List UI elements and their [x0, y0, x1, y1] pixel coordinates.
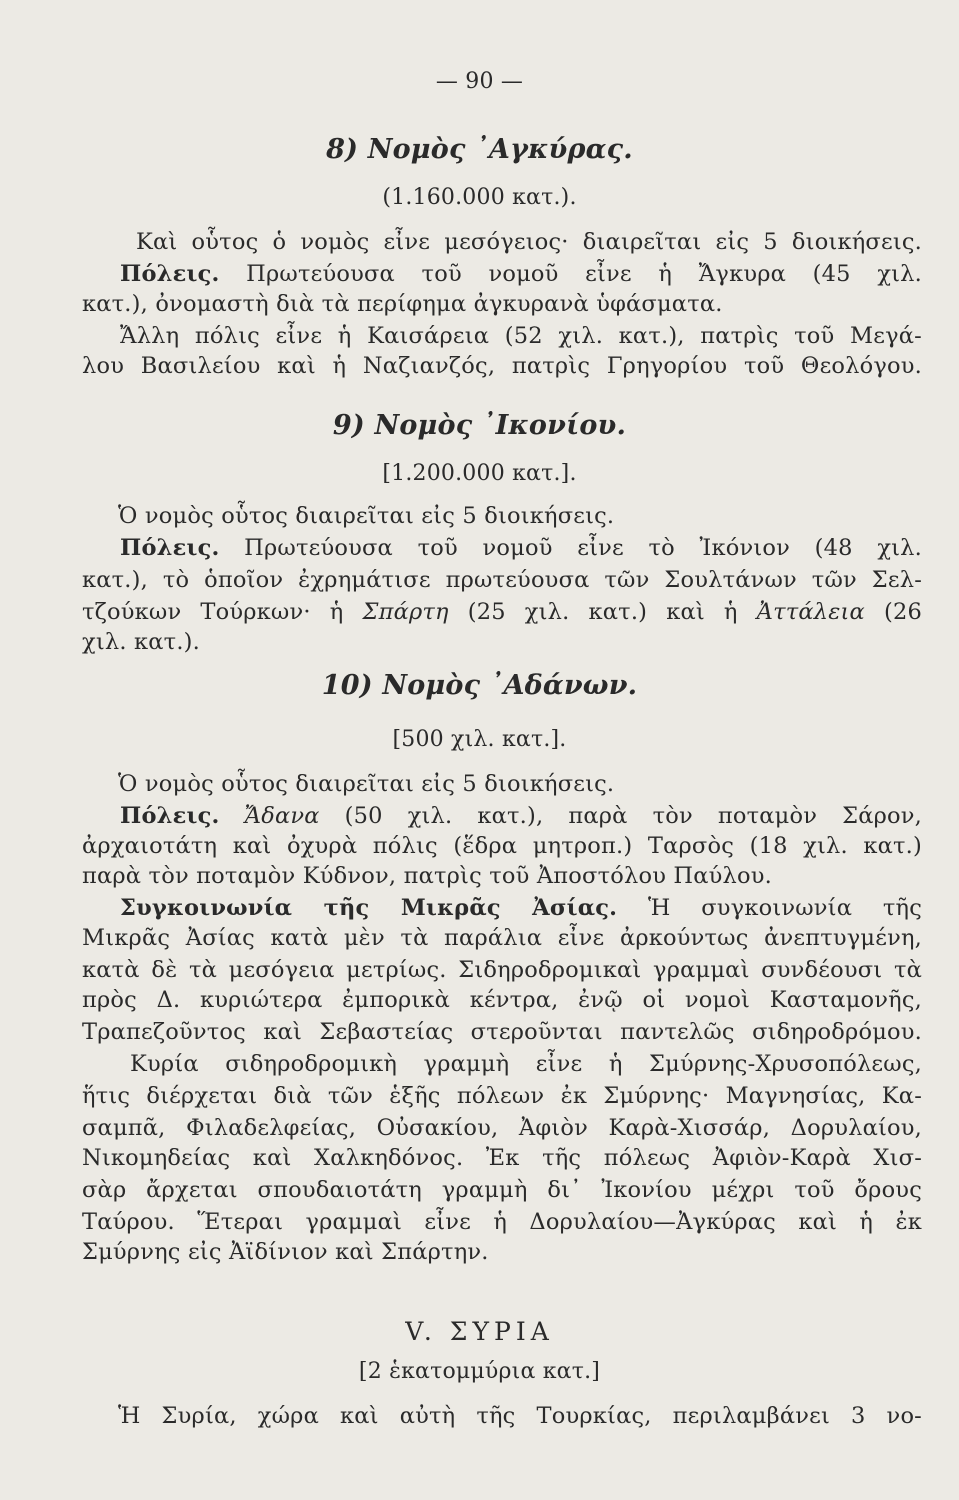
section-8-line-3: κατ.), ὀνομαστὴ διὰ τὰ περίφημα ἀγκυρανὰ ὑφάσματα.: [82, 291, 723, 317]
section-9-line-1: Ὁ νομὸς οὗτος διαιρεῖται εἰς 5 διοικήσεις.: [118, 503, 615, 529]
section-10-heading: 10) Νομὸς ᾿Αδάνων.: [321, 670, 638, 701]
communication-line-10: σὰρ ἄρχεται σπουδαιοτάτη γραμμὴ δι᾽ Ἰκονίου μέχρι τοῦ ὄρους: [82, 1177, 922, 1203]
communication-line-4: πρὸς Δ. κυριώτερα ἐμπορικὰ κέντρα, ἐνῷ οἱ νομοὶ Κασταμονῆς,: [82, 987, 922, 1013]
section-9-line-4-c: (25 χιλ. κατ.) καὶ ἡ: [448, 599, 757, 625]
section-9-line-2: [120, 532, 922, 564]
section-8-line-2: [120, 258, 922, 290]
section-9-line-2-text: Πρωτεύουσα τοῦ νομοῦ εἶνε τὸ Ἰκόνιον (48 χιλ.: [219, 535, 922, 561]
section-8-population: (1.160.000 κατ.).: [382, 185, 577, 210]
section-v-line-1: Ἡ Συρία, χώρα καὶ αὐτὴ τῆς Τουρκίας, περιλαμβάνει 3 νο-: [118, 1403, 922, 1429]
section-8-line-4: Ἄλλη πόλις εἶνε ἡ Καισάρεια (52 χιλ. κατ.), πατρὶς τοῦ Μεγά-: [120, 323, 922, 349]
cities-label: Πόλεις.: [120, 535, 220, 561]
section-10-line-1: Ὁ νομὸς οὗτος διαιρεῖται εἰς 5 διοικήσεις.: [118, 771, 615, 797]
communication-line-7: ἥτις διέρχεται διὰ τῶν ἑξῆς πόλεων ἐκ Σμύρνης· Μαγνησίας, Κα-: [82, 1083, 922, 1109]
communication-line-9: Νικομηδείας καὶ Χαλκηδόνος. Ἐκ τῆς πόλεως Ἀφιὸν-Καρὰ Χισ-: [82, 1145, 922, 1171]
communication-line-12: Σμύρνης εἰς Ἀϊδίνιον καὶ Σπάρτην.: [82, 1239, 489, 1265]
cities-label: Πόλεις.: [120, 261, 220, 287]
section-10-population: [500 χιλ. κατ.].: [392, 727, 567, 752]
section-10-line-3: ἀρχαιοτάτη καὶ ὀχυρὰ πόλις (ἕδρα μητροπ.) Ταρσὸς (18 χιλ. κατ.): [82, 833, 922, 859]
city-sparti: Σπάρτη: [362, 599, 449, 625]
communication-line-1-text: Ἡ συγκοινωνία τῆς: [617, 895, 922, 921]
section-10-line-2-text: (50 χιλ. κατ.), παρὰ τὸν ποταμὸν Σάρον,: [319, 803, 922, 829]
section-9-line-4: [82, 596, 922, 628]
communication-line-5: Τραπεζοῦντος καὶ Σεβαστείας στεροῦνται παντελῶς σιδηροδρόμου.: [82, 1019, 922, 1045]
section-9-heading: 9) Νομὸς ᾿Ικονίου.: [332, 410, 627, 441]
cities-label: Πόλεις.: [120, 803, 220, 829]
section-8-heading: 8) Νομὸς ᾿Αγκύρας.: [326, 134, 633, 165]
section-9-line-4-a: τζούκων Τούρκων· ἡ: [82, 599, 363, 625]
section-v-heading: V. ΣΥΡΙΑ: [405, 1317, 554, 1346]
page-number: — 90 —: [435, 69, 524, 94]
city-attaleia: Ἀττάλεια: [756, 599, 865, 625]
communication-line-8: σαμπᾶ, Φιλαδελφείας, Οὐσακίου, Ἀφιὸν Καρὰ-Χισσάρ, Δορυλαίου,: [82, 1115, 922, 1141]
communication-line-11: Ταύρου. Ἕτεραι γραμμαὶ εἶνε ἡ Δορυλαίου—Ἀγκύρας καὶ ἡ ἐκ: [82, 1209, 922, 1235]
section-v-population: [2 ἑκατομμύρια κατ.]: [358, 1359, 601, 1384]
communication-line-1: [120, 892, 922, 924]
city-adana: Ἄδανα: [219, 803, 320, 829]
section-8-line-5: λου Βασιλείου καὶ ἡ Ναζιανζός, πατρὶς Γρηγορίου τοῦ Θεολόγου.: [82, 353, 922, 379]
communication-label: Συγκοινωνία τῆς Μικρᾶς Ἀσίας.: [120, 895, 618, 921]
section-8-line-1: Καὶ οὗτος ὁ νομὸς εἶνε μεσόγειος· διαιρεῖται εἰς 5 διοικήσεις.: [136, 229, 922, 255]
section-8-line-2-text: Πρωτεύουσα τοῦ νομοῦ εἶνε ἡ Ἄγκυρα (45 χιλ.: [219, 261, 922, 287]
section-9-line-3: κατ.), τὸ ὁποῖον ἐχρημάτισε πρωτεύουσα τῶν Σουλτάνων τῶν Σελ-: [82, 567, 922, 593]
section-9-line-4-e: (26: [864, 599, 922, 625]
communication-line-2: Μικρᾶς Ἀσίας κατὰ μὲν τὰ παράλια εἶνε ἀρκούντως ἀνεπτυγμένη,: [82, 925, 922, 951]
communication-line-6: Κυρία σιδηροδρομικὴ γραμμὴ εἶνε ἡ Σμύρνης-Χρυσοπόλεως,: [130, 1051, 922, 1077]
section-10-line-4: παρὰ τὸν ποταμὸν Κύδνον, πατρὶς τοῦ Ἀποστόλου Παύλου.: [82, 863, 772, 889]
communication-line-3: κατὰ δὲ τὰ μεσόγεια μετρίως. Σιδηροδρομικαὶ γραμμαὶ συνδέουσι τὰ: [82, 957, 922, 983]
section-9-population: [1.200.000 κατ.].: [382, 461, 577, 486]
section-10-line-2: [120, 800, 922, 832]
section-9-line-5: χιλ. κατ.).: [82, 629, 201, 655]
